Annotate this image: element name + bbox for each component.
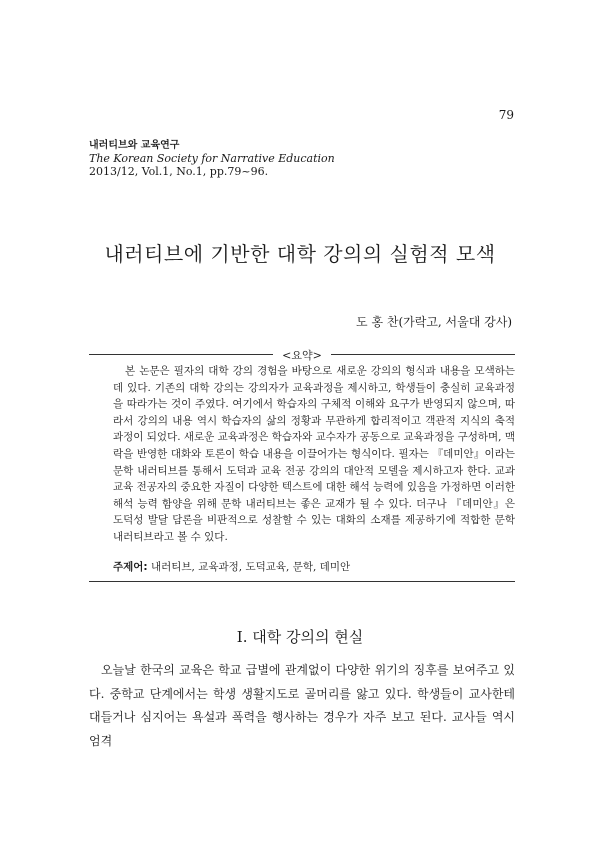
keywords-list: 내러티브, 교육과정, 도덕교육, 문학, 데미안 [150,561,351,573]
body-paragraph: 오늘날 한국의 교육은 학교 급별에 관계없이 다양한 위기의 징후를 보여주고 있다. 중학교 단계에서는 학생 생활지도로 골머리를 앓고 있다. 학생들이 교사한테 대들거나 심지어는 욕설과 폭력을 행사하는 경우가 자주 보고 된다. 교사들 역시 엄격 [89,663,515,748]
abstract-header [89,347,515,361]
page-number: 79 [498,108,514,122]
journal-info [89,139,335,178]
journal-name-english: The Korean Society for Narrative Education [89,152,335,165]
section-heading: Ⅰ. 대학 강의의 현실 [236,628,364,646]
author-line: 도 홍 찬(가락고, 서울대 강사) [356,315,512,329]
abstract-bottom-rule [89,581,515,582]
abstract-label: <요약> [282,349,322,362]
journal-issue: 2013/12, Vol.1, No.1, pp.79~96. [89,165,269,178]
abstract-rule-right [331,354,515,355]
journal-name-korean: 내러티브와 교육연구 [89,140,180,151]
abstract-text: 본 논문은 필자의 대학 강의 경험을 바탕으로 새로운 강의의 형식과 내용을 모색하는 데 있다. 기존의 대학 강의는 강의자가 교육과정을 제시하고, 학생들이 충실히 교육과정을 따라가는 것이 주였다. 여기에서 학습자의 구체적 이해와 요구가 반영되지 않으며, 따라서 강의의 내용 역시 학습자의 삶의 정황과 무관하게 합리적이고 객관적 지식의 축적 과정이 되었다. 새로운 교육과정은 학습자와 교수자가 공동으로 교육과정을 구성하며, 맥락을 반영한 대화와 토론이 학습 내용을 이끌어가는 형식이다. 필자는 『데미안』이라는 문학 내러티브를 통해서 도덕과 교육 전공 강의의 대안적 모델을 제시하고자 한다. 교과 교육 전공자의 중요한 자질이 다양한 텍스트에 대한 해석 능력에 있음을 가정하면 이러한 해석 능력 함양을 위해 문학 내러티브는 좋은 교재가 될 수 있다. 더구나 『데미안』은 도덕성 발달 담론을 비판적으로 성찰할 수 있는 대화의 소재를 제공하기에 적합한 문학 내러티브라고 볼 수 있다. [113,365,515,543]
paper-title: 내러티브에 기반한 대학 강의의 실험적 모색 [104,242,496,266]
keywords [113,559,515,574]
keywords-label: 주제어: [113,561,148,573]
